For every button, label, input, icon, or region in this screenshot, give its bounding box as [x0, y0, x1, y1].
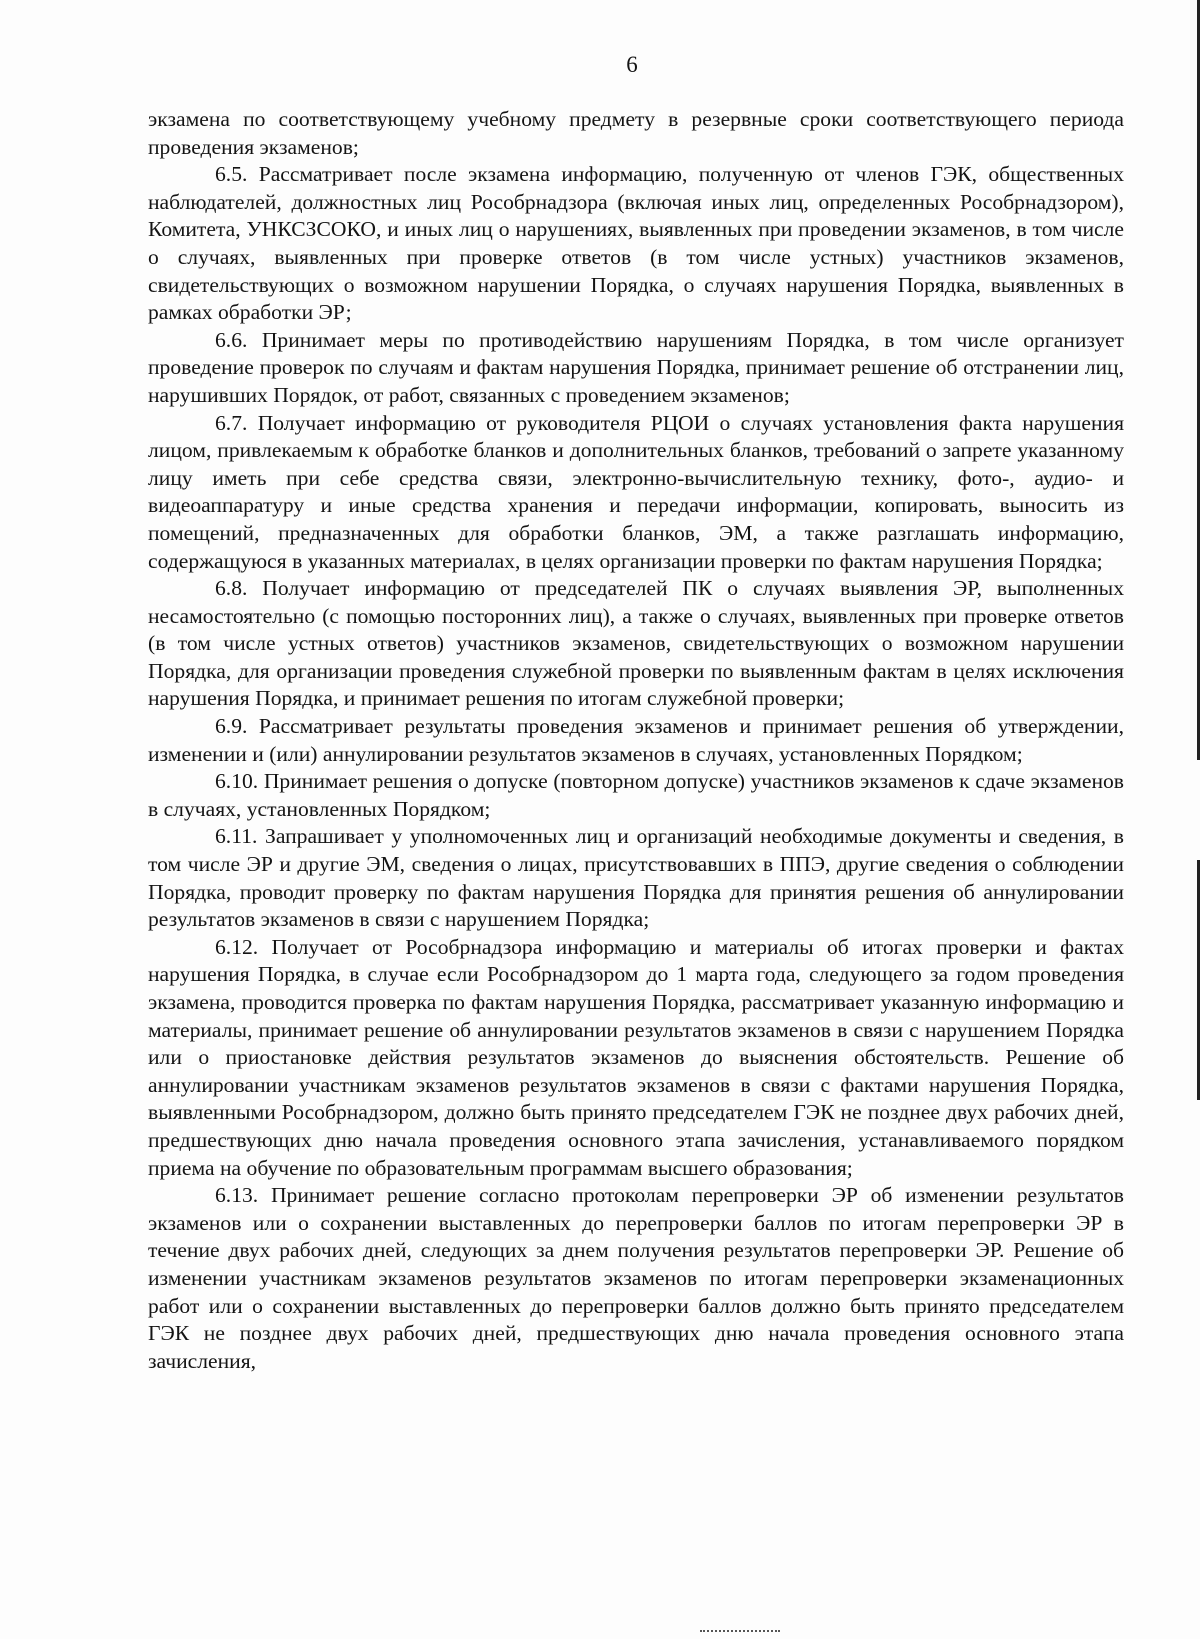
paragraph-6-13: 6.13. Принимает решение согласно протоколам перепроверки ЭР об изменении результатов экзаменов или о сохранении выставленных до перепроверки баллов по итогам перепроверки ЭР в течение двух рабочих дней, следующих за днем получения результатов перепроверки ЭР. Решение об изменении участникам экзаменов результатов экзаменов по итогам перепроверки экзаменационных работ или о сохранении выставленных до перепроверки баллов должно быть принято председателем ГЭК не позднее двух рабочих дней, предшествующих дню начала проведения основного этапа зачисления, [148, 1183, 1124, 1373]
paragraph-continuation: экзамена по соответствующему учебному предмету в резервные сроки соответствующего периода проведения экзаменов; [148, 107, 1124, 159]
paragraph-6-10: 6.10. Принимает решения о допуске (повторном допуске) участников экзаменов к сдаче экзаменов в случаях, установленных Порядком; [148, 769, 1124, 821]
document-body [148, 106, 1124, 1375]
paragraph-6-12: 6.12. Получает от Рособрнадзора информацию и материалы об итогах проверки и фактах нарушения Порядка, в случае если Рособрнадзором до 1 марта года, следующего за годом проведения экзамена, проводится проверка по фактам нарушения Порядка, рассматривает указанную информацию и материалы, принимает решение об аннулировании результатов экзаменов в связи с нарушением Порядка или о приостановке действия результатов экзаменов до выяснения обстоятельств. Решение об аннулировании участникам экзаменов результатов экзаменов в связи с фактами нарушения Порядка, выявленными Рособрнадзором, должно быть принято председателем ГЭК не позднее двух рабочих дней, предшествующих дню начала проведения основного этапа зачисления, устанавливаемого порядком приема на обучение по образовательным программам высшего образования; [148, 934, 1124, 1180]
paragraph-6-5: 6.5. Рассматривает после экзамена информацию, полученную от членов ГЭК, общественных наблюдателей, должностных лиц Рособрнадзора (включая иных лиц, определенных Рособрнадзором), Комитета, УНКСЗСОКО, и иных лиц о нарушениях, выявленных при проведении экзаменов, в том числе о случаях, выявленных при проверке ответов (в том числе устных) участников экзаменов, свидетельствующих о возможном нарушении Порядка, о случаях нарушения Порядка, выявленных в рамках обработки ЭР; [148, 162, 1124, 325]
paragraph-6-9: 6.9. Рассматривает результаты проведения экзаменов и принимает решения об утверждении, изменении и (или) аннулировании результатов экзаменов в случаях, установленных Порядком; [148, 714, 1124, 766]
paragraph-6-7: 6.7. Получает информацию от руководителя РЦОИ о случаях установления факта нарушения лицом, привлекаемым к обработке бланков и дополнительных бланков, требований о запрете указанному лицу иметь при себе средства связи, электронно-вычислительную технику, фото-, аудио- и видеоаппаратуру и иные средства хранения и передачи информации, копировать, выносить из помещений, предназначенных для обработки бланков, ЭМ, а также разглашать информацию, содержащуюся в указанных материалах, в целях организации проверки по фактам нарушения Порядка; [148, 410, 1124, 573]
paragraph-6-11: 6.11. Запрашивает у уполномоченных лиц и организаций необходимые документы и сведения, в том числе ЭР и другие ЭМ, сведения о лицах, присутствовавших в ППЭ, другие сведения о соблюдении Порядка, проводит проверку по фактам нарушения Порядка для принятия решения об аннулировании результатов экзаменов в связи с нарушением Порядка; [148, 824, 1124, 932]
paragraph-6-8: 6.8. Получает информацию от председателей ПК о случаях выявления ЭР, выполненных несамостоятельно (с помощью посторонних лиц), а также о случаях, выявленных при проверке ответов (в том числе устных ответов) участников экзаменов, свидетельствующих о возможном нарушении Порядка, для организации проведения служебной проверки по выявленным фактам в целях исключения нарушения Порядка, и принимает решения по итогам служебной проверки; [148, 576, 1124, 711]
page-number: 6 [626, 52, 638, 77]
scan-artifact [700, 1630, 780, 1634]
paragraph-6-6: 6.6. Принимает меры по противодействию нарушениям Порядка, в том числе организует проведение проверок по случаям и фактам нарушения Порядка, принимает решение об отстранении лиц, нарушивших Порядок, от работ, связанных с проведением экзаменов; [148, 327, 1124, 407]
